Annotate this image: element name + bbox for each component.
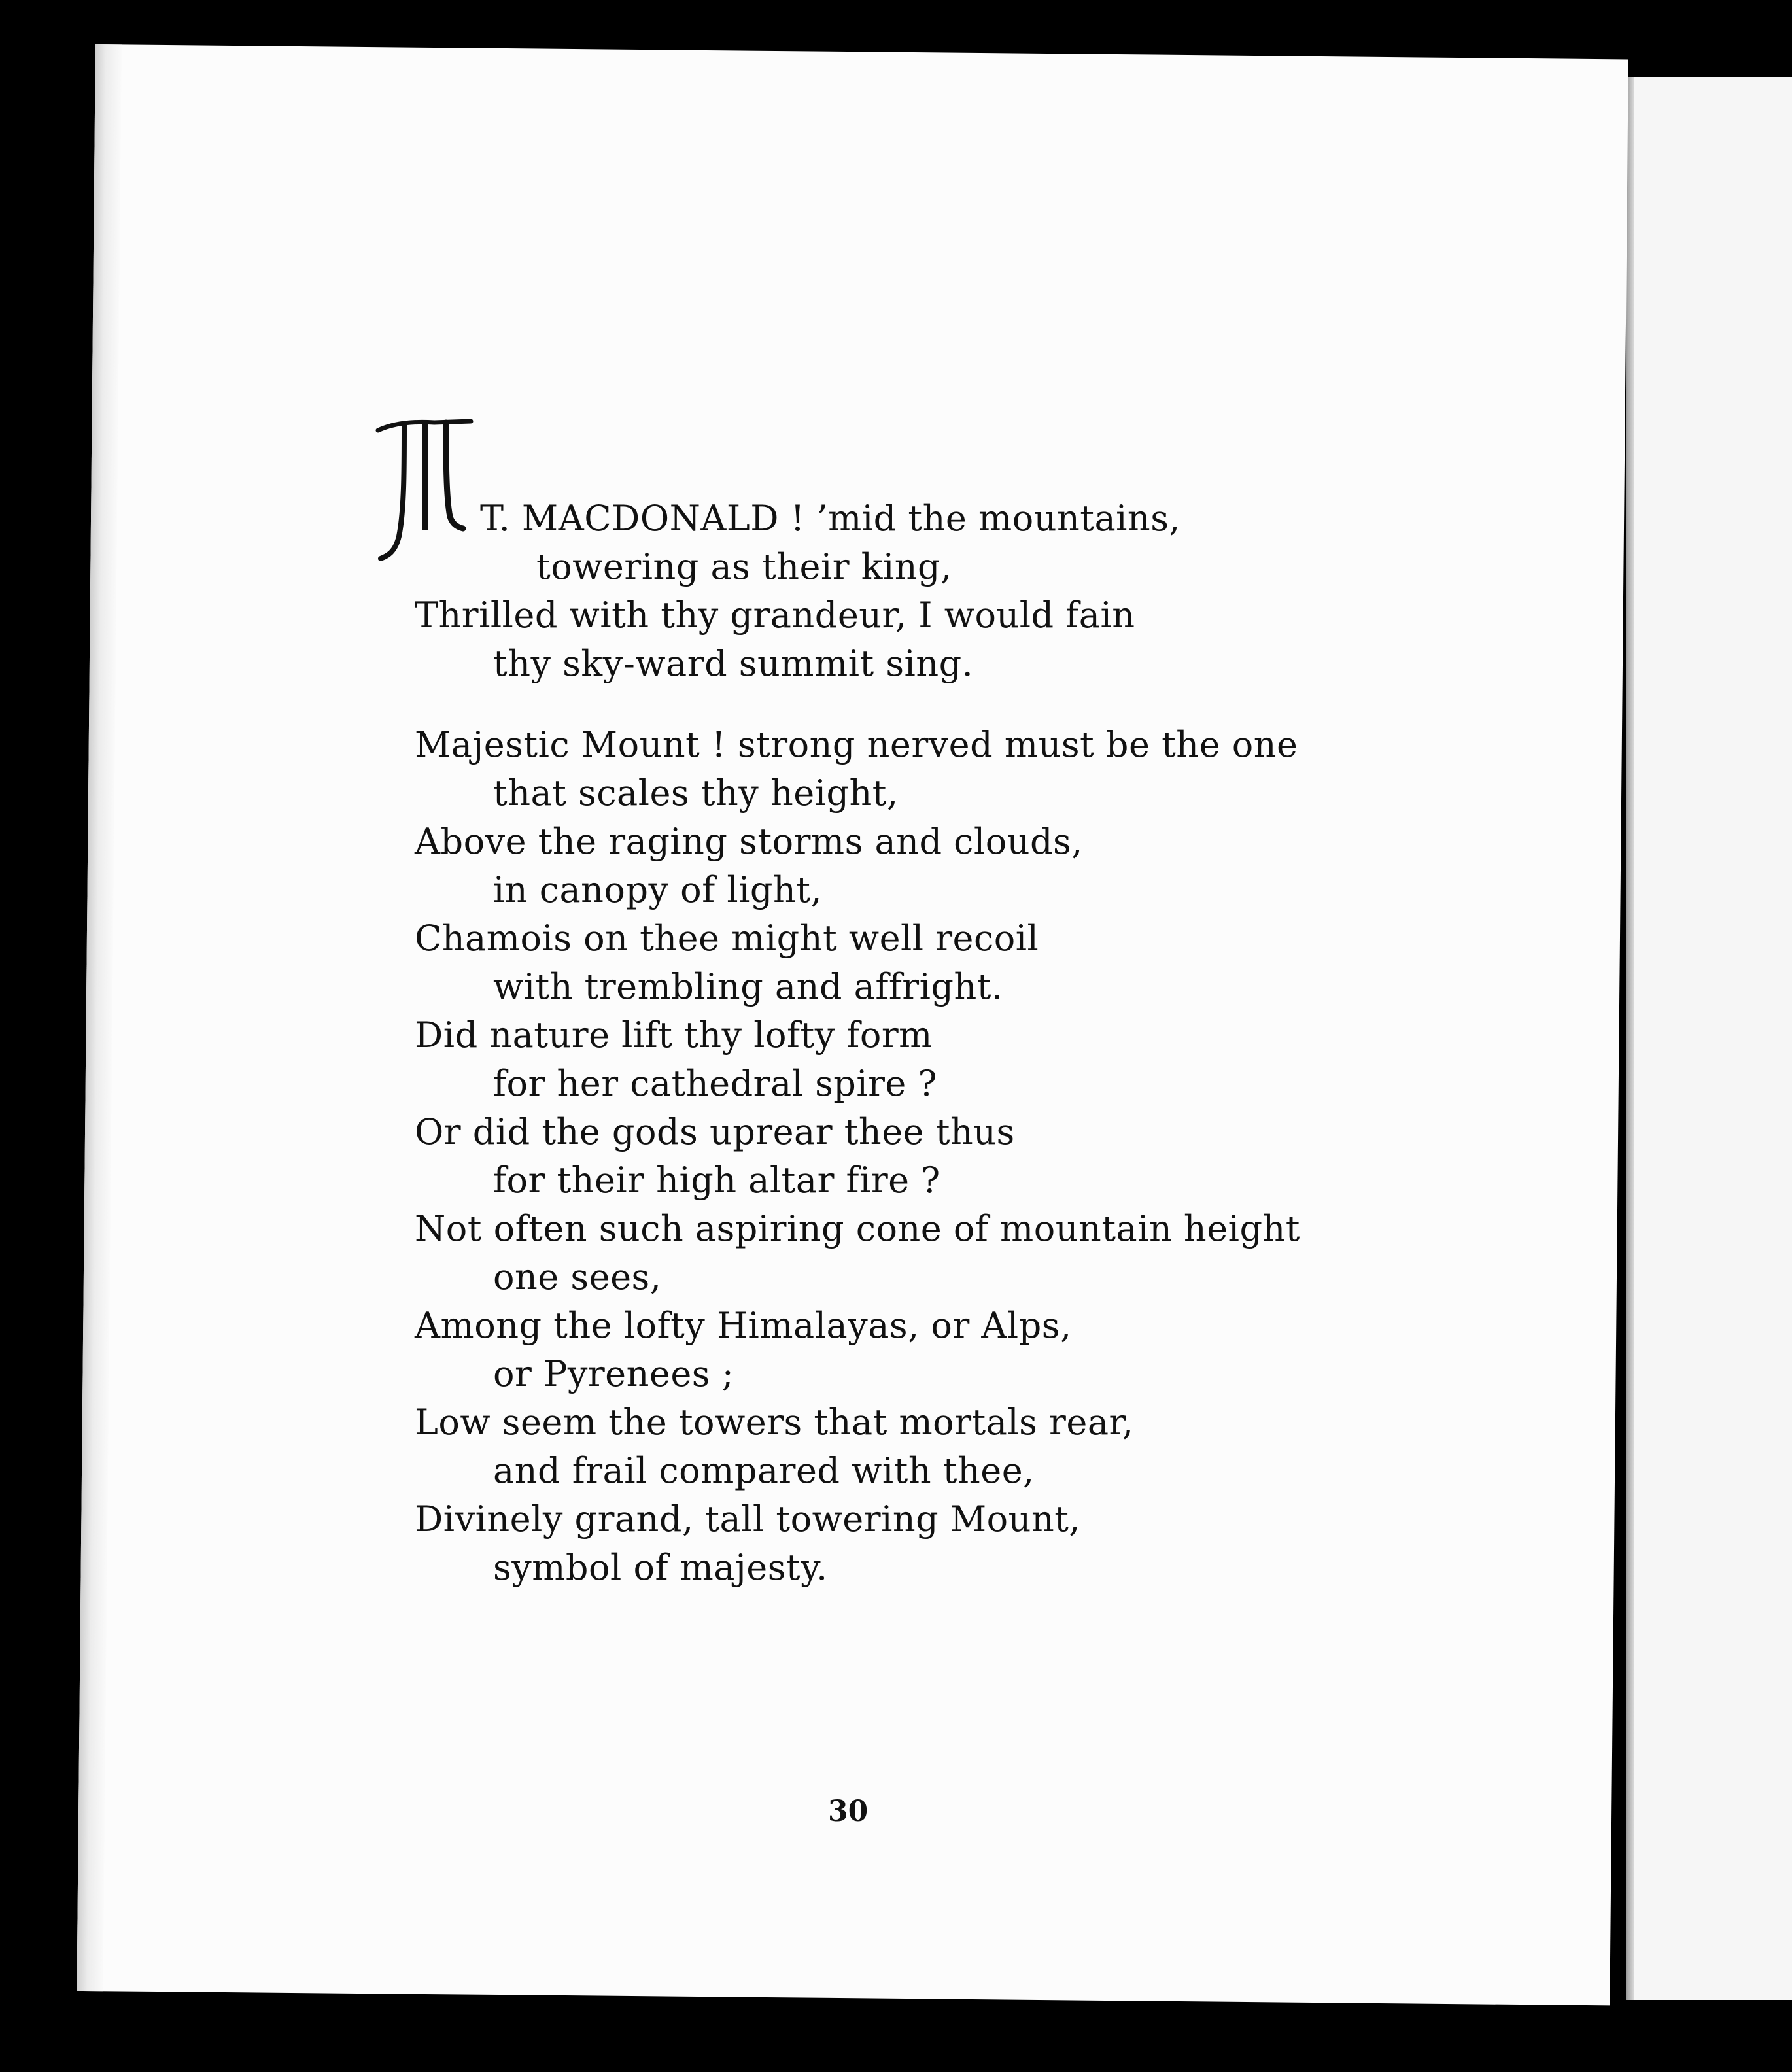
poem-line: Not often such aspiring cone of mountain height <box>415 1208 1300 1249</box>
page-spine-shadow <box>77 44 122 1991</box>
poem-line: Or did the gods uprear thee thus <box>415 1111 1015 1152</box>
poem-body <box>415 494 1396 1592</box>
poem-line: one sees, <box>493 1256 662 1298</box>
poem-line: in canopy of light, <box>493 869 823 910</box>
poem-line: that scales thy height, <box>493 772 899 814</box>
poem-line: with trembling and affright. <box>493 966 1003 1007</box>
page-number: 30 <box>828 1795 869 1828</box>
facing-page-edge <box>1626 77 1634 2000</box>
poem-line: for their high altar fire ? <box>493 1160 940 1201</box>
poem-line: symbol of majesty. <box>493 1547 828 1588</box>
poem-line: Majestic Mount ! strong nerved must be the one <box>415 724 1298 765</box>
stanza-break <box>415 688 1396 721</box>
facing-page <box>1628 77 1792 2000</box>
poem-line: Above the raging storms and clouds, <box>415 821 1083 862</box>
poem-line: for her cathedral spire ? <box>493 1063 938 1104</box>
poem-line: Thrilled with thy grandeur, I would fain <box>415 595 1135 636</box>
poem-line: Chamois on thee might well recoil <box>415 918 1039 959</box>
poem-line: and frail compared with thee, <box>493 1450 1035 1491</box>
poem-line: T. MACDONALD ! ’mid the mountains, <box>480 498 1181 539</box>
poem-line: thy sky-ward summit sing. <box>493 643 974 684</box>
poem-line: towering as their king, <box>536 546 952 587</box>
poem-line: Did nature lift thy lofty form <box>415 1014 933 1056</box>
poem-line: Among the lofty Himalayas, or Alps, <box>415 1305 1072 1346</box>
poem-line: Low seem the towers that mortals rear, <box>415 1402 1134 1443</box>
poem-line: Divinely grand, tall towering Mount, <box>415 1498 1081 1540</box>
poem-line: or Pyrenees ; <box>493 1353 734 1394</box>
